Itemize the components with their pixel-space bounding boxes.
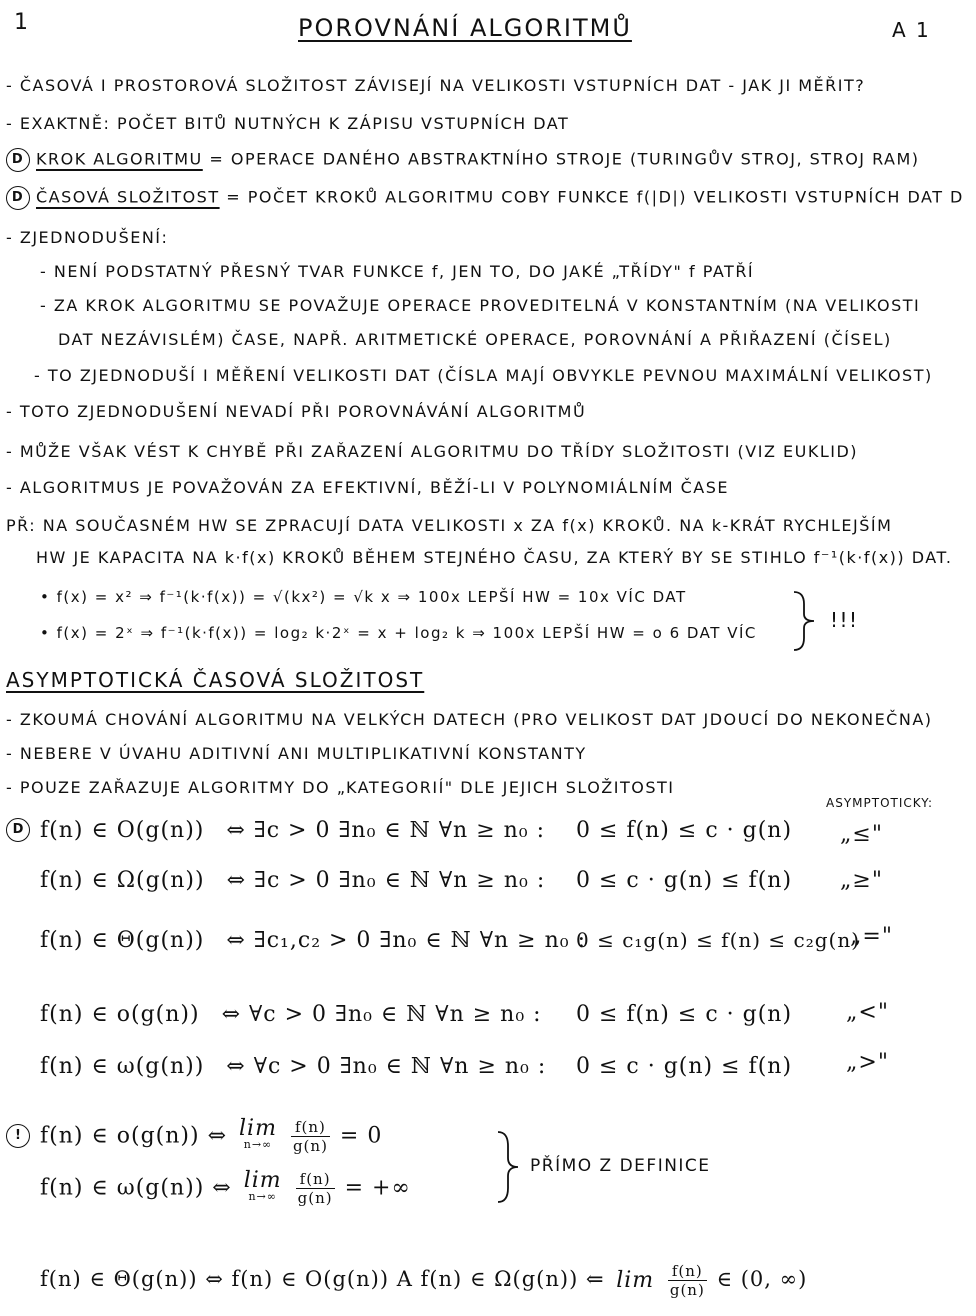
fraction-denominator: g(n) [292, 1137, 328, 1155]
limit-result: = 0 [339, 1123, 383, 1149]
section-title: ASYMPTOTICKÁ ČASOVÁ SLOŽITOST [6, 668, 425, 692]
fraction-numerator: f(n) [668, 1262, 707, 1281]
def-asym: „≤" [840, 822, 883, 847]
page-number: 1 [14, 10, 30, 35]
definition-term: KROK ALGORITMU [36, 149, 203, 169]
simplify-item: DAT NEZÁVISLÉM) ČASE, NAPŘ. ARITMETICKÉ OPERACE, POROVNÁNÍ A PŘIŘAZENÍ (ČÍSEL) [58, 330, 892, 349]
fraction-numerator: f(n) [296, 1170, 335, 1189]
def-asym: „<" [846, 1000, 889, 1025]
lim-text: lim [243, 1167, 282, 1193]
limit-operator [243, 1167, 282, 1205]
final-rhs: ∈ (0, ∞) [716, 1267, 808, 1291]
example-line: PŘ: NA SOUČASNÉM HW SE ZPRACUJÍ DATA VELIKOSTI x ZA f(x) KROKŮ. NA k-KRÁT RYCHLEJŠÍM [6, 516, 893, 535]
def-cond: ⇔ ∃c > 0 ∃n₀ ∈ ℕ ∀n ≥ n₀ : [226, 818, 546, 843]
limit-lhs: f(n) ∈ ω(g(n)) ⇔ [40, 1175, 232, 1201]
def-cond: ⇔ ∃c > 0 ∃n₀ ∈ ℕ ∀n ≥ n₀ : [226, 868, 546, 893]
limit-operator [616, 1267, 655, 1293]
definition-big-theta [40, 928, 586, 953]
final-lhs: f(n) ∈ Θ(g(n)) ⇔ f(n) ∈ O(g(n)) A f(n) ∈ Ω(g(n)) ⇐ [40, 1267, 605, 1291]
fraction [668, 1262, 707, 1299]
theta-characterization [40, 1262, 807, 1299]
def-rhs: 0 ≤ f(n) ≤ c · g(n) [576, 1002, 793, 1027]
def-rhs: 0 ≤ c · g(n) ≤ f(n) [576, 868, 793, 893]
important-marker: ! [6, 1124, 30, 1148]
def-cond: ⇔ ∀c > 0 ∃n₀ ∈ ℕ ∀n ≥ n₀ : [221, 1002, 542, 1027]
intro-line: - ČASOVÁ I PROSTOROVÁ SLOŽITOST ZÁVISEJÍ NA VELIKOSTI VSTUPNÍCH DAT - JAK JI MĚŘIT? [6, 76, 866, 95]
lim-sub: n→∞ [248, 1189, 277, 1203]
limit-operator [239, 1115, 277, 1153]
asymptotic-label: ASYMPTOTICKY: [826, 796, 933, 810]
note-line: - TOTO ZJEDNODUŠENÍ NEVADÍ PŘI POROVNÁVÁNÍ ALGORITMŮ [6, 402, 587, 421]
intro-line: - EXAKTNĚ: POČET BITŮ NUTNÝCH K ZÁPISU VSTUPNÍCH DAT [6, 114, 570, 133]
definition-little-omega [40, 1054, 546, 1079]
definition-big-o [40, 818, 545, 843]
fraction [291, 1118, 330, 1155]
limit-little-o [40, 1115, 383, 1155]
def-lhs: f(n) ∈ Ω(g(n)) [40, 868, 205, 893]
limits-note: PŘÍMO Z DEFINICE [530, 1156, 711, 1176]
definitions-marker-wrap [6, 818, 36, 842]
page-title: POROVNÁNÍ ALGORITMŮ [298, 14, 632, 42]
section-item: - NEBERE V ÚVAHU ADITIVNÍ ANI MULTIPLIKATIVNÍ KONSTANTY [6, 744, 587, 763]
limit-little-omega [40, 1167, 411, 1207]
definition-marker: D [6, 818, 30, 842]
def-asym: „≥" [840, 868, 883, 893]
def-cond: ⇔ ∀c > 0 ∃n₀ ∈ ℕ ∀n ≥ n₀ : [226, 1054, 547, 1079]
right-brace-icon [494, 1130, 524, 1204]
simplify-heading: - ZJEDNODUŠENÍ: [6, 228, 169, 247]
fraction-denominator: g(n) [297, 1189, 333, 1207]
section-item: - POUZE ZAŘAZUJE ALGORITMY DO „KATEGORIÍ" DLE JEJICH SLOŽITOSTI [6, 778, 675, 797]
example-bullet: • f(x) = x² ⇒ f⁻¹(k·f(x)) = √(kx²) = √k x ⇒ 100x LEPŠÍ HW = 10x VÍC DAT [40, 588, 687, 606]
definition-time-complexity [6, 186, 964, 210]
def-lhs: f(n) ∈ ω(g(n)) [40, 1054, 205, 1079]
lim-sub: n→∞ [243, 1137, 273, 1151]
fraction [296, 1170, 335, 1207]
definition-text: = POČET KROKŮ ALGORITMU COBY FUNKCE f(|D|) VELIKOSTI VSTUPNÍCH DAT D [226, 187, 964, 207]
simplify-item: - ZA KROK ALGORITMU SE POVAŽUJE OPERACE PROVEDITELNÁ V KONSTANTNÍM (NA VELIKOSTI [40, 296, 921, 315]
limits-marker-wrap [6, 1124, 36, 1148]
definition-big-omega [40, 868, 545, 893]
definition-marker: D [6, 148, 30, 172]
example-bullet: • f(x) = 2ˣ ⇒ f⁻¹(k·f(x)) = log₂ k·2ˣ = x + log₂ k ⇒ 100x LEPŠÍ HW = o 6 DAT VÍC [40, 624, 757, 642]
limit-lhs: f(n) ∈ o(g(n)) ⇔ [40, 1123, 228, 1149]
def-rhs: 0 ≤ f(n) ≤ c · g(n) [576, 818, 793, 843]
simplify-item: - NENÍ PODSTATNÝ PŘESNÝ TVAR FUNKCE f, JEN TO, DO JAKÉ „TŘÍDY" f PATŘÍ [40, 262, 755, 281]
def-lhs: f(n) ∈ Θ(g(n)) [40, 928, 205, 953]
def-lhs: f(n) ∈ O(g(n)) [40, 818, 205, 843]
section-item: - ZKOUMÁ CHOVÁNÍ ALGORITMU NA VELKÝCH DATECH (PRO VELIKOST DAT JDOUCÍ DO NEKONEČNA) [6, 710, 933, 729]
def-rhs: 0 ≤ c₁g(n) ≤ f(n) ≤ c₂g(n) [576, 928, 861, 952]
limit-result: = +∞ [344, 1175, 411, 1201]
definition-marker: D [6, 186, 30, 210]
emphasis-mark: !!! [830, 608, 859, 632]
page-code: A 1 [892, 18, 931, 42]
def-asym: „>" [846, 1050, 889, 1075]
note-line: - ALGORITMUS JE POVAŽOVÁN ZA EFEKTIVNÍ, BĚŽÍ-LI V POLYNOMIÁLNÍM ČASE [6, 478, 729, 497]
fraction-numerator: f(n) [291, 1118, 330, 1137]
note-line: - MŮŽE VŠAK VÉST K CHYBĚ PŘI ZAŘAZENÍ ALGORITMU DO TŘÍDY SLOŽITOSTI (VIZ EUKLID) [6, 442, 859, 461]
definition-text: = OPERACE DANÉHO ABSTRAKTNÍHO STROJE (TURINGŮV STROJ, STROJ RAM) [209, 149, 920, 169]
def-lhs: f(n) ∈ o(g(n)) [40, 1002, 200, 1027]
fraction-denominator: g(n) [669, 1281, 705, 1299]
definition-term: ČASOVÁ SLOŽITOST [36, 187, 220, 207]
def-cond: ⇔ ∃c₁,c₂ > 0 ∃n₀ ∈ ℕ ∀n ≥ n₀ : [226, 928, 586, 953]
example-line: HW JE KAPACITA NA k·f(x) KROKŮ BĚHEM STEJNÉHO ČASU, ZA KTERÝ BY SE STIHLO f⁻¹(k·f(x)) DAT. [36, 548, 953, 567]
def-rhs: 0 ≤ c · g(n) ≤ f(n) [576, 1054, 793, 1079]
lim-text: lim [239, 1115, 277, 1141]
lim-text: lim [616, 1267, 655, 1293]
def-asym: „=" [850, 924, 893, 949]
simplify-item: - TO ZJEDNODUŠÍ I MĚŘENÍ VELIKOSTI DAT (ČÍSLA MAJÍ OBVYKLE PEVNOU MAXIMÁLNÍ VELIKOST) [34, 366, 933, 385]
definition-step [6, 148, 920, 172]
definition-little-o [40, 1002, 542, 1027]
right-brace-icon [790, 590, 820, 652]
